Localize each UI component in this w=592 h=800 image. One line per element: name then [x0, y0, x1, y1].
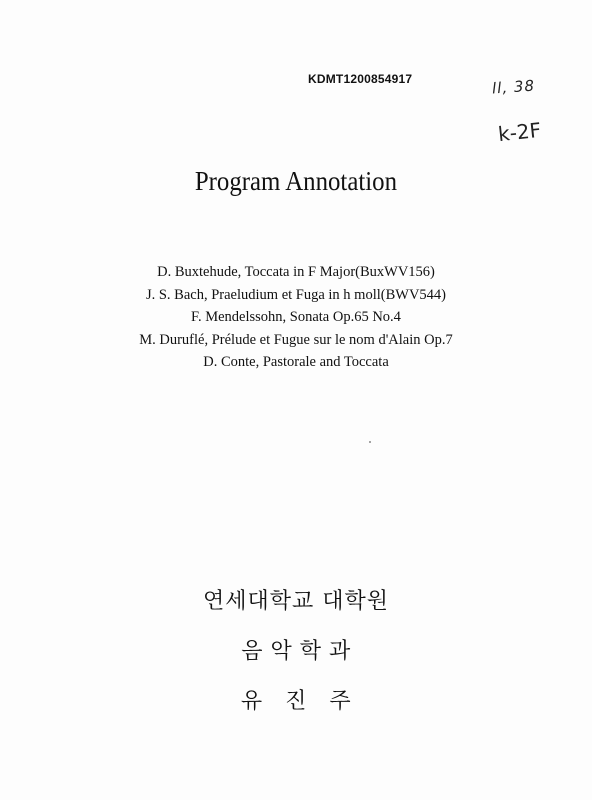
scan-speck [369, 441, 371, 443]
program-item-buxtehude: D. Buxtehude, Toccata in F Major(BuxWV156) [157, 264, 435, 280]
handwritten-note-number: ll, 38 [491, 76, 536, 98]
program-item-durufle: M. Duruflé, Prélude et Fugue sur le nom d'Alain Op.7 [139, 331, 453, 348]
program-list [0, 261, 592, 374]
program-item-bach: J. S. Bach, Praeludium et Fuga in h moll(BWV544) [145, 286, 447, 303]
affiliation-block [0, 577, 592, 727]
author-name: 유 진 주 [240, 689, 352, 714]
program-item-mendelssohn: F. Mendelssohn, Sonata Op.65 No.4 [191, 309, 401, 325]
page-title: Program Annotation [194, 166, 397, 196]
department-name: 음 악 학 과 [241, 639, 351, 664]
document-id: KDMT1200854917 [308, 72, 413, 86]
handwritten-note-mark: k-2F [496, 117, 543, 147]
university-name: 연세대학교 대학원 [202, 589, 389, 614]
program-item-conte: D. Conte, Pastorale and Toccata [203, 354, 389, 370]
